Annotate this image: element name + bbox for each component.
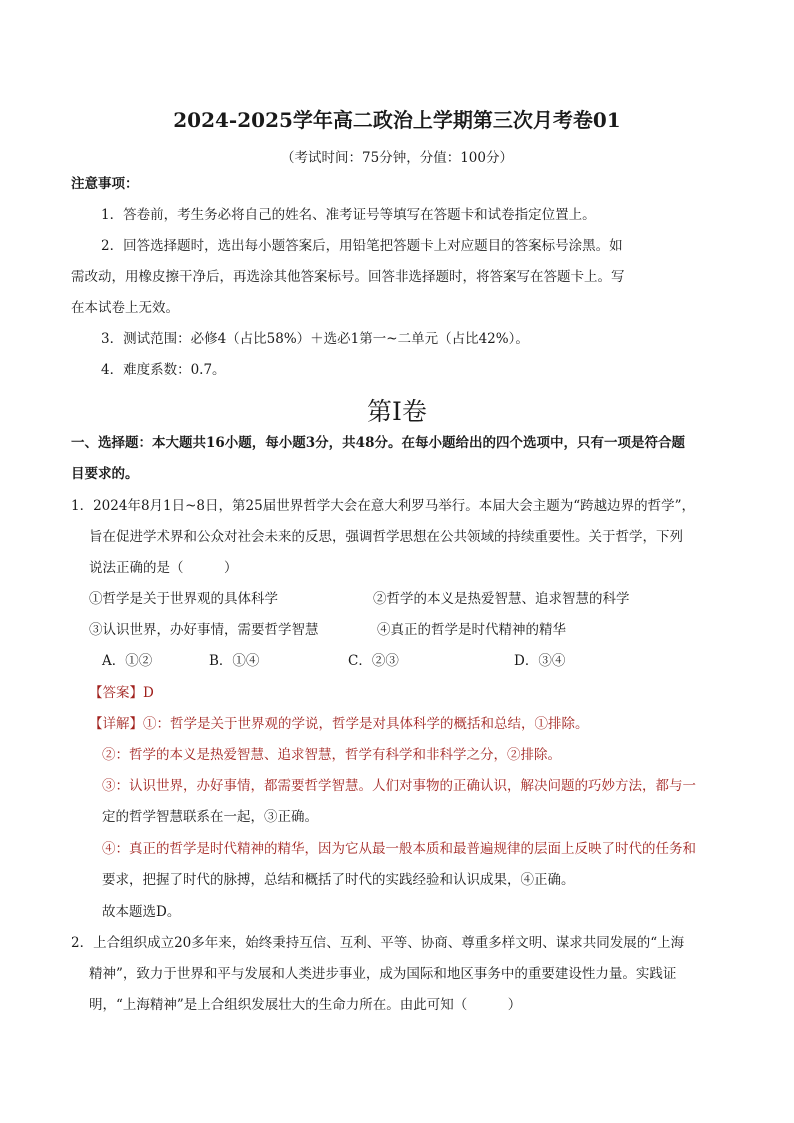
- analysis-line: ④：真正的哲学是时代精神的精华，因为它从最一般本质和最普遍规律的层面上反映了时代的任务和: [102, 841, 696, 857]
- question-stem: 说法正确的是（ ）: [89, 560, 238, 576]
- conclusion: 故本题选D。: [102, 904, 181, 920]
- option-a: A．①②: [102, 653, 153, 669]
- analysis-line: ②：哲学的本义是热爱智慧、追求智慧，哲学有科学和非科学之分，②排除。: [102, 747, 561, 763]
- analysis-line: ③：认识世界，办好事情，都需要哲学智慧。人们对事物的正确认识，解决问题的巧妙方法，都与一: [102, 778, 696, 794]
- notice-line: 1．答卷前，考生务必将自己的姓名、准考证号等填写在答题卡和试卷指定位置上。: [101, 207, 596, 223]
- notice-heading: 注意事项：: [71, 176, 139, 192]
- question-stem: 1．2024年8月1日~8日，第25届世界哲学大会在意大利罗马举行。本届大会主题为“跨越边界的哲学”，: [71, 498, 696, 514]
- statement: ②哲学的本义是热爱智慧、追求智慧的科学: [373, 591, 630, 607]
- notice-line: 在本试卷上无效。: [71, 300, 179, 316]
- question-stem: 精神”，致力于世界和平与发展和人类进步事业，成为国际和地区事务中的重要建设性力量。实践证: [89, 966, 677, 982]
- analysis-line: 定的哲学智慧联系在一起，③正确。: [102, 809, 318, 825]
- notice-line: 2．回答选择题时，选出每小题答案后，用铅笔把答题卡上对应题目的答案标号涂黑。如: [101, 238, 623, 254]
- option-d: D．③④: [514, 653, 566, 669]
- question-stem: 旨在促进学术界和公众对社会未来的反思，强调哲学思想在公共领域的持续重要性。关于哲学，下列: [89, 529, 683, 545]
- statement: ①哲学是关于世界观的具体科学: [89, 591, 278, 607]
- question-stem: 明，“上海精神”是上合组织发展壮大的生命力所在。由此可知（ ）: [89, 997, 522, 1013]
- notice-line: 4．难度系数：0.7。: [101, 362, 226, 378]
- answer: 【答案】D: [89, 685, 154, 701]
- section-title: 第Ⅰ卷: [367, 397, 427, 426]
- part-heading: 目要求的。: [71, 466, 139, 482]
- option-c: C．②③: [348, 653, 399, 669]
- exam-info: （考试时间：75分钟，分值：100分）: [281, 150, 513, 166]
- statement: ④真正的哲学是时代精神的精华: [377, 622, 566, 638]
- analysis-line: 要求，把握了时代的脉搏，总结和概括了时代的实践经验和认识成果，④正确。: [102, 872, 575, 888]
- statement: ③认识世界，办好事情，需要哲学智慧: [89, 622, 319, 638]
- part-heading: 一、选择题：本大题共16小题，每小题3分，共48分。在每小题给出的四个选项中，只有一项是符合题: [71, 435, 685, 451]
- notice-line: 3．测试范围：必修4（占比58%）＋选必1第一~二单元（占比42%）。: [101, 331, 529, 347]
- option-b: B．①④: [209, 653, 260, 669]
- analysis-line: 【详解】①：哲学是关于世界观的学说，哲学是对具体科学的概括和总结，①排除。: [89, 716, 589, 732]
- notice-line: 需改动，用橡皮擦干净后，再选涂其他答案标号。回答非选择题时，将答案写在答题卡上。写: [71, 269, 625, 285]
- question-stem: 2．上合组织成立20多年来，始终秉持互信、互利、平等、协商、尊重多样文明、谋求共同发展的“上海: [71, 935, 685, 951]
- page-title: 2024-2025学年高二政治上学期第三次月考卷01: [173, 108, 621, 132]
